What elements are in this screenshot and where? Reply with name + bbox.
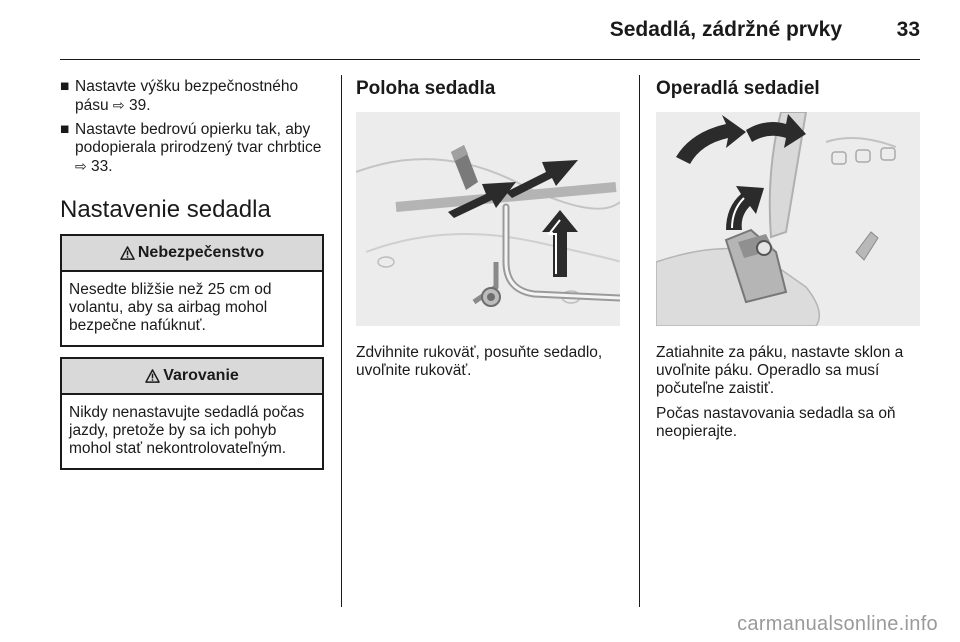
seat-position-drawing: [356, 112, 620, 326]
warning-triangle-icon: [145, 369, 160, 383]
danger-box-body: Nesedte bližšie než 25 cm od volantu, aby sa airbag mohol bezpečne nafúknuť.: [69, 281, 272, 334]
seat-backrest-heading: Operadlá sedadiel: [656, 78, 820, 99]
reference-arrow-icon: ⇨: [75, 158, 87, 174]
warning-box-header: [62, 359, 322, 395]
seat-backrest-drawing: [656, 112, 920, 326]
column-divider-2: [639, 75, 640, 607]
header-title: Sedadlá, zádržné prvky: [609, 18, 842, 41]
seat-backrest-note: Počas nastavovania sedadla sa oň neopierajte.: [656, 405, 896, 440]
page-reference-link[interactable]: 33.: [91, 158, 113, 175]
danger-box-title: Nebezpečenstvo: [137, 244, 265, 261]
warning-box-body: Nikdy nenastavujte sedadlá počas jazdy, pretože by sa ich pohyb mohol stať nekontrolovateľným.: [69, 404, 305, 457]
warning-box: [60, 357, 324, 470]
bullet-marker: ■: [60, 78, 70, 95]
list-item-text: Nastavte bedrovú opierku tak, aby podopierala prirodzený tvar chrbtice: [75, 121, 322, 156]
page-number: 33: [896, 18, 920, 41]
warning-triangle-icon: [120, 246, 135, 260]
column-1: [60, 78, 325, 470]
warning-box-title: Varovanie: [163, 367, 239, 384]
seat-backrest-caption: Zatiahnite za páku, nastavte sklon a uvoľnite páku. Operadlo sa musí počuteľne zaistiť.: [656, 344, 904, 397]
list-item: [60, 121, 325, 176]
seat-position-caption: Zdvihnite rukoväť, posuňte sedadlo, uvoľnite rukoväť.: [356, 344, 603, 379]
list-item-text: Nastavte výšku bezpečnostného pásu: [75, 78, 299, 114]
seat-backrest-illustration: [656, 112, 920, 326]
reference-arrow-icon: ⇨: [112, 97, 125, 113]
column-2: [356, 78, 626, 380]
page-reference-link[interactable]: 39.: [128, 97, 151, 114]
list-item: [60, 78, 325, 115]
seat-position-heading: Poloha sedadla: [356, 78, 496, 99]
section-heading: Nastavenie sedadla: [60, 196, 271, 223]
page-header: [0, 0, 960, 60]
column-divider-1: [341, 75, 342, 607]
bullet-list: [60, 78, 325, 176]
seat-position-illustration: [356, 112, 620, 326]
bullet-marker: ■: [60, 121, 70, 138]
watermark: carmanualsonline.info: [737, 613, 938, 635]
danger-box-header: [62, 236, 322, 272]
danger-box: [60, 234, 324, 347]
header-rule: [60, 59, 920, 60]
column-3: [656, 78, 924, 441]
